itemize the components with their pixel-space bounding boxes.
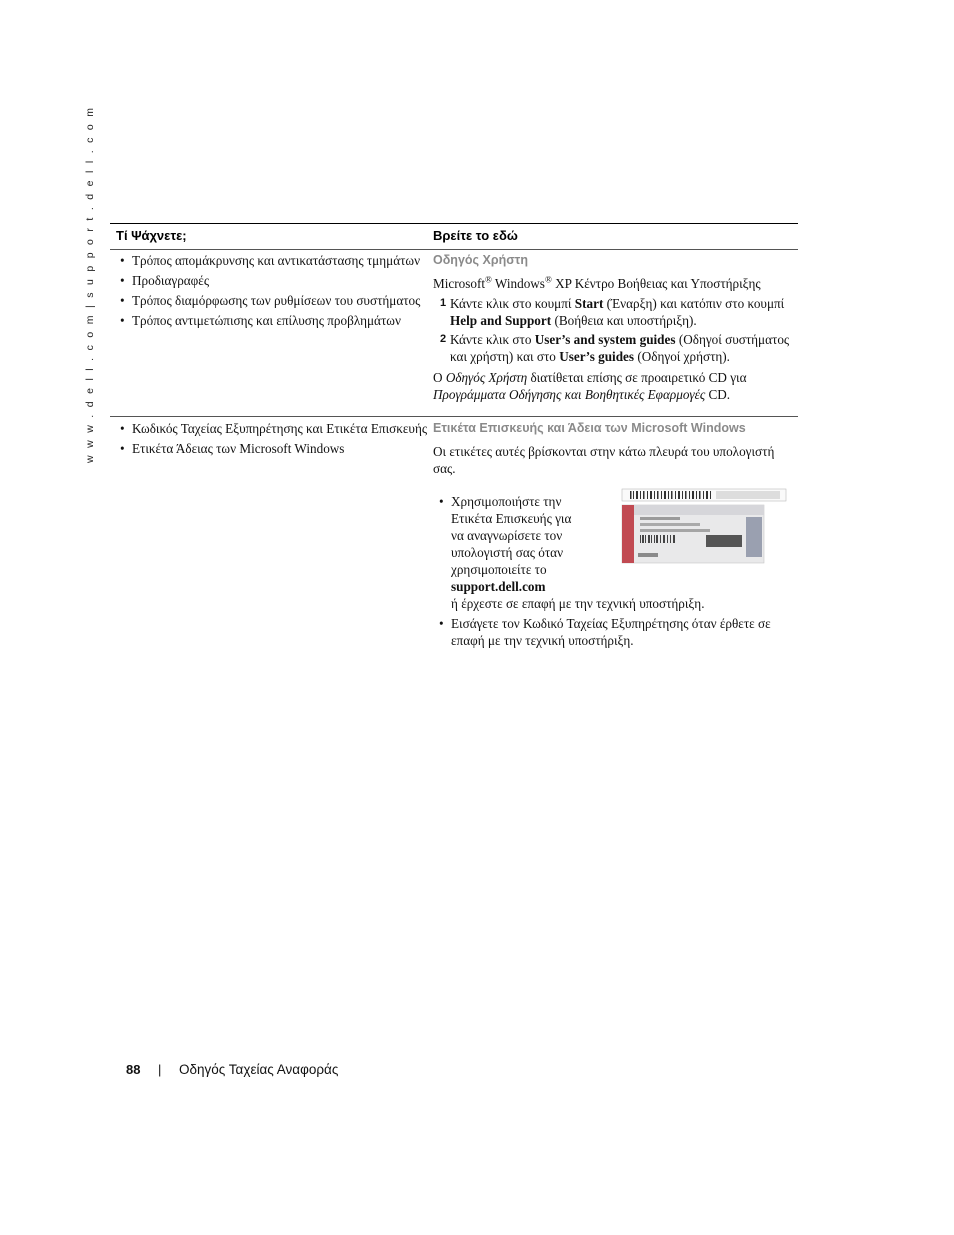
- step-2: 2 Κάντε κλικ στο User’s and system guides (Οδηγοί συστήματος και χρήστη) και στο User’s guides (Οδηγοί χρήστη).: [440, 332, 790, 364]
- list-item: • Προδιαγραφές: [120, 272, 432, 289]
- page-number: 88: [126, 1062, 141, 1077]
- list-item: • Ετικέτα Άδειας των Microsoft Windows: [120, 440, 432, 457]
- row-divider: [110, 416, 798, 417]
- list-item: • Τρόπος αντιμετώπισης και επίλυσης προβλημάτων: [120, 312, 432, 329]
- steps-list: [433, 295, 795, 365]
- service-tag-label-image: [620, 487, 790, 569]
- labels-heading: Ετικέτα Επισκευής και Άδεια των Microsoft Windows: [433, 421, 746, 435]
- row1-topics: [120, 252, 432, 332]
- list-item: • Τρόπος απομάκρυνσης και αντικατάστασης τμημάτων: [120, 252, 432, 269]
- row1-answer: [433, 252, 795, 406]
- list-item: • Κωδικός Ταχείας Εξυπηρέτησης και Ετικέτα Επισκευής: [120, 420, 432, 437]
- step-1: 1 Κάντε κλικ στο κουμπί Start (Έναρξη) και κατόπιν στο κουμπί Help and Support (Βοήθεια και υποστήριξη).: [440, 296, 785, 328]
- table-header-rule: [110, 249, 798, 250]
- help-center-title: Microsoft® Windows® XP Κέντρο Βοήθειας και Υποστήριξης: [433, 274, 761, 291]
- list-item: • Εισάγετε τον Κωδικό Ταχείας Εξυπηρέτησης όταν έρθετε σε επαφή με την τεχνική υποστήριξη.: [439, 615, 795, 649]
- header-find-it-here: Βρείτε το εδώ: [433, 228, 518, 243]
- list-item: • Τρόπος διαμόρφωσης των ρυθμίσεων του συστήματος: [120, 292, 432, 309]
- side-url: w w w . d e l l . c o m | s u p p o r t . d e l l . c o m: [84, 105, 96, 463]
- cd-note: Ο Οδηγός Χρήστη διατίθεται επίσης σε προαιρετικό CD για Προγράμματα Οδήγησης και Βοηθητικές Εφαρμογές CD.: [433, 370, 747, 402]
- table-top-rule: [110, 223, 798, 224]
- list-item: • Χρησιμοποιήστε την Ετικέτα Επισκευής για να αναγνωρίσετε τον υπολογιστή σας όταν χρησιμοποιείτε το support.dell.com ή έρχεστε σε επαφή με την τεχνική υποστήριξη.: [439, 493, 795, 612]
- footer-title: Οδηγός Ταχείας Αναφοράς: [179, 1062, 339, 1077]
- row2-topics: [120, 420, 432, 460]
- labels-intro: Οι ετικέτες αυτές βρίσκονται στην κάτω πλευρά του υπολογιστή σας.: [433, 444, 775, 476]
- users-guide-heading: Οδηγός Χρήστη: [433, 253, 528, 267]
- footer-separator: |: [158, 1062, 162, 1077]
- header-what-looking-for: Τί Ψάχνετε;: [116, 228, 187, 243]
